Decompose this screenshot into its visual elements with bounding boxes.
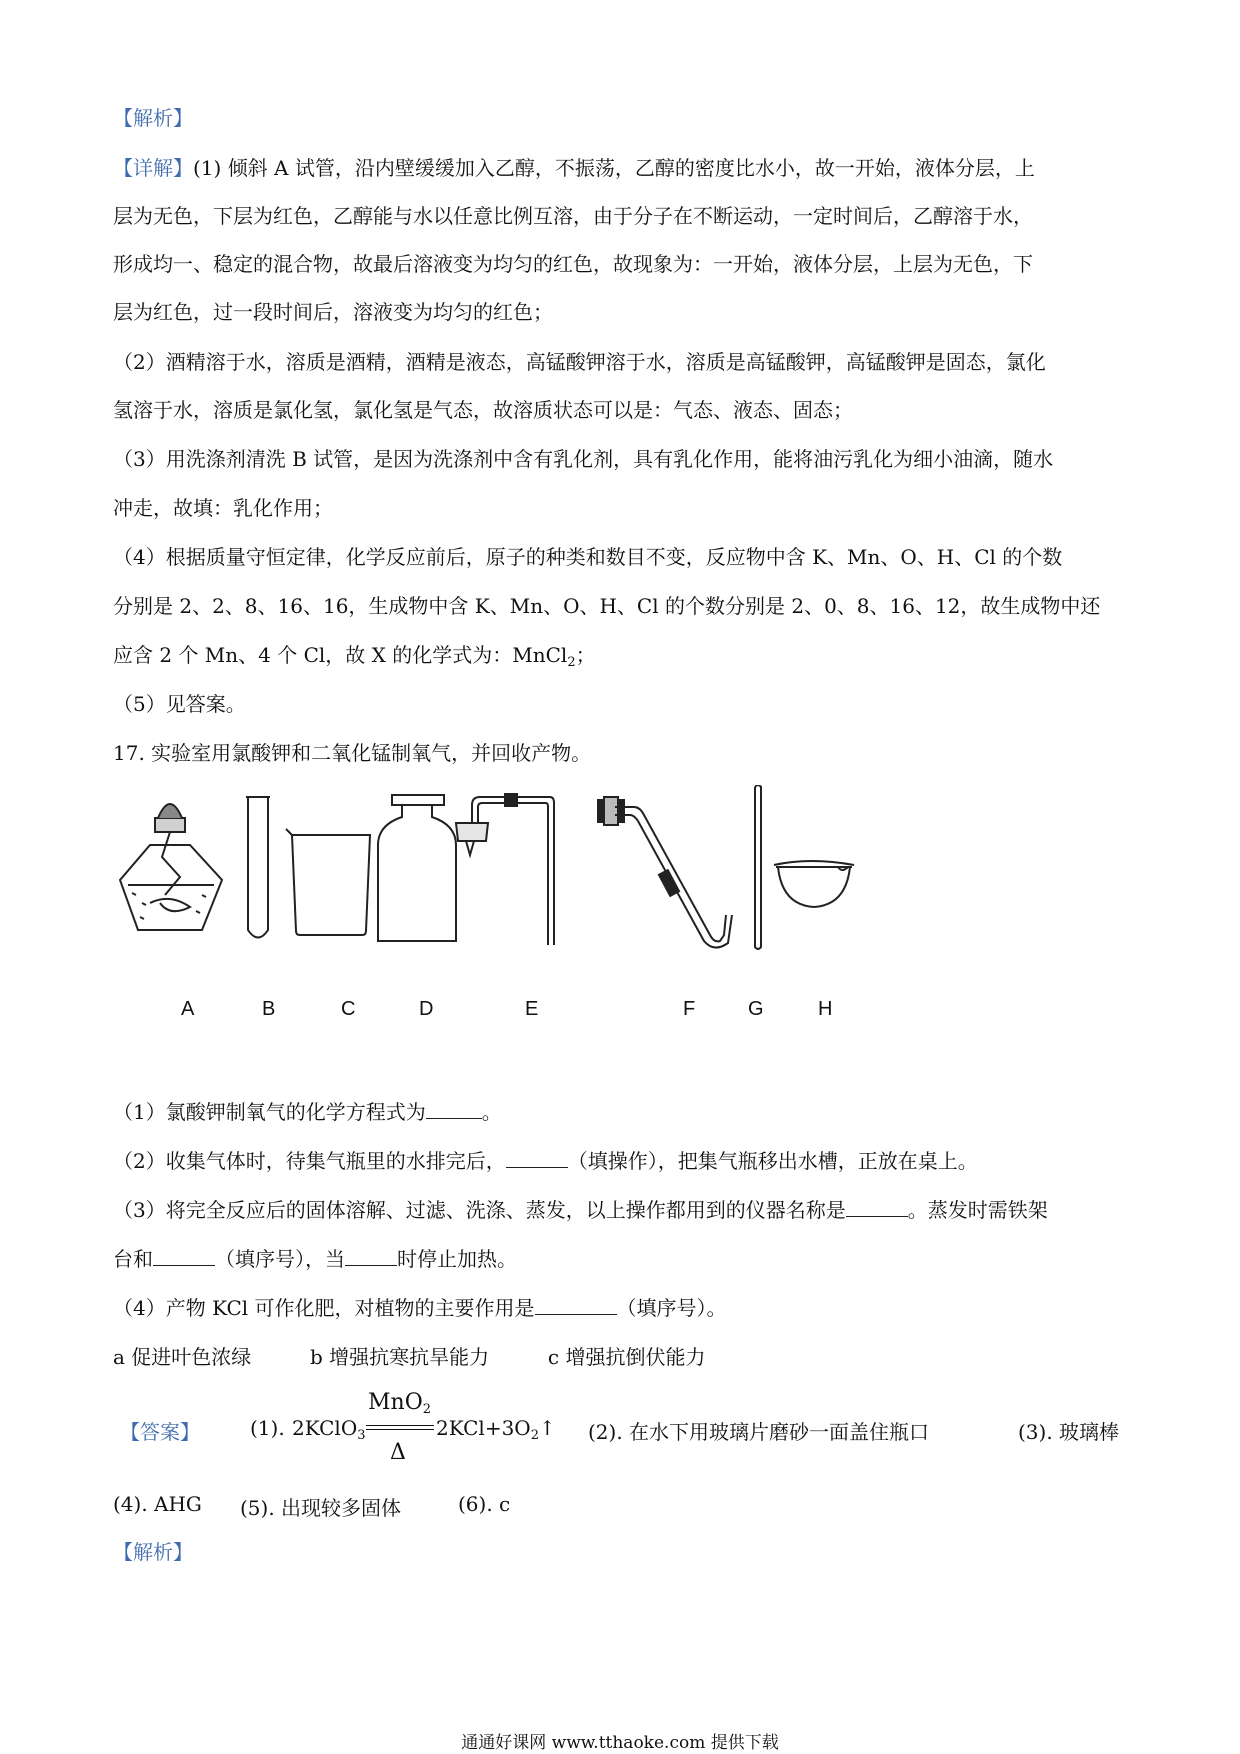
apparatus-label: B bbox=[262, 998, 276, 1020]
apparatus-label: H bbox=[818, 998, 833, 1020]
answer-5: (5). 出现较多固体 bbox=[240, 1496, 402, 1520]
apparatus-label: C bbox=[341, 998, 356, 1020]
detail-line: （3）用洗涤剂清洗 B 试管，是因为洗涤剂中含有乳化剂，具有乳化作用，能将油污乳化为细小油滴，随水 bbox=[113, 447, 1054, 471]
equation-heat-symbol: Δ bbox=[390, 1440, 406, 1465]
analysis-heading-bottom: 【解析】 bbox=[113, 1540, 193, 1564]
equation-left: 2KClO$_3$ bbox=[292, 1416, 366, 1443]
detail-heading: 【详解】 bbox=[113, 156, 193, 180]
test-tube-icon bbox=[246, 797, 270, 938]
sub-question-3-cont: 台和 （填序号），当 时停止加热。 bbox=[113, 1247, 517, 1271]
detail-line: （2）酒精溶于水，溶质是酒精，酒精是液态，高锰酸钾溶于水，溶质是高锰酸钾，高锰酸钾是固态，氯化 bbox=[113, 350, 1046, 374]
apparatus-label: G bbox=[748, 998, 764, 1020]
detail-line: （5）见答案。 bbox=[113, 692, 246, 716]
answer-blank bbox=[535, 1296, 617, 1315]
option-row bbox=[113, 1345, 1133, 1369]
beaker-icon bbox=[286, 829, 370, 935]
answer-blank bbox=[345, 1247, 397, 1266]
answer-4: (4). AHG bbox=[113, 1492, 202, 1516]
detail-line: 层为无色，下层为红色，乙醇能与水以任意比例互溶，由于分子在不断运动，一定时间后，乙醇溶于水， bbox=[113, 204, 1033, 228]
detail-line: 冲走，故填：乳化作用； bbox=[113, 496, 333, 520]
glass-rod-icon bbox=[755, 785, 761, 949]
answer-1-number: (1). bbox=[250, 1416, 285, 1440]
question-stem: 17. 实验室用氯酸钾和二氧化锰制氧气，并回收产物。 bbox=[113, 741, 592, 765]
option-b: b 增强抗寒抗旱能力 bbox=[310, 1345, 490, 1369]
sub-question-2: （2）收集气体时，待集气瓶里的水排完后， （填操作），把集气瓶移出水槽，正放在桌上。 bbox=[113, 1149, 978, 1173]
apparatus-label: A bbox=[181, 998, 195, 1020]
detail-line: 【详解】(1) 倾斜 A 试管，沿内壁缓缓加入乙醇，不振荡，乙醇的密度比水小，故一开始，液体分层，上 bbox=[113, 156, 1035, 180]
page-footer: 通通好课网 www.tthaoke.com 提供下载 bbox=[461, 1733, 779, 1753]
analysis-heading: 【解析】 bbox=[113, 106, 193, 130]
detail-line: 分别是 2、2、8、16、16，生成物中含 K、Mn、O、H、Cl 的个数分别是 2、0、8、16、12，故生成物中还 bbox=[113, 594, 1101, 618]
bent-tube-icon bbox=[598, 797, 732, 948]
stopper-with-delivery-tube-icon bbox=[456, 794, 554, 945]
answer-blank bbox=[153, 1247, 215, 1266]
equation-catalyst: MnO$_2$ bbox=[368, 1390, 432, 1417]
sub-question-4: （4）产物 KCl 可作化肥，对植物的主要作用是 （填序号）。 bbox=[113, 1296, 727, 1320]
answer-2: (2). 在水下用玻璃片磨砂一面盖住瓶口 bbox=[588, 1420, 930, 1444]
alcohol-lamp-icon bbox=[120, 804, 222, 930]
detail-line: （4）根据质量守恒定律，化学反应前后，原子的种类和数目不变，反应物中含 K、Mn、O、H、Cl 的个数 bbox=[113, 545, 1063, 569]
answer-6: (6). c bbox=[458, 1492, 511, 1516]
sub-question-3: （3）将完全反应后的固体溶解、过滤、洗涤、蒸发，以上操作都用到的仪器名称是 。蒸发时需铁架 bbox=[113, 1198, 1048, 1222]
detail-line: 形成均一、稳定的混合物，故最后溶液变为均匀的红色，故现象为：一开始，液体分层，上层为无色，下 bbox=[113, 252, 1033, 276]
answer-blank bbox=[426, 1100, 482, 1119]
option-a: a 促进叶色浓绿 bbox=[113, 1345, 252, 1369]
answer-heading: 【答案】 bbox=[120, 1420, 200, 1444]
apparatus-label: E bbox=[525, 998, 539, 1020]
gas-collecting-bottle-icon bbox=[378, 795, 456, 941]
answer-3: (3). 玻璃棒 bbox=[1018, 1420, 1120, 1444]
detail-line: 层为红色，过一段时间后，溶液变为均匀的红色； bbox=[113, 300, 553, 324]
apparatus-label: F bbox=[683, 998, 696, 1020]
option-c: c 增强抗倒伏能力 bbox=[547, 1345, 706, 1369]
sub-question-1: （1）氯酸钾制氧气的化学方程式为 。 bbox=[113, 1100, 502, 1124]
evaporating-dish-icon bbox=[774, 861, 854, 907]
apparatus-label: D bbox=[419, 998, 434, 1020]
answer-blank bbox=[846, 1198, 908, 1217]
equation-double-line bbox=[366, 1425, 434, 1430]
detail-line: 氢溶于水，溶质是氯化氢，氯化氢是气态，故溶质状态可以是：气态、液态、固态； bbox=[113, 398, 853, 422]
detail-line: 应含 2 个 Mn、4 个 Cl，故 X 的化学式为：MnCl$_2$； bbox=[113, 643, 596, 670]
equation-right: $2KCl+3O_2↑$ bbox=[436, 1416, 556, 1443]
apparatus-figure bbox=[110, 785, 870, 970]
answer-blank bbox=[506, 1149, 568, 1168]
